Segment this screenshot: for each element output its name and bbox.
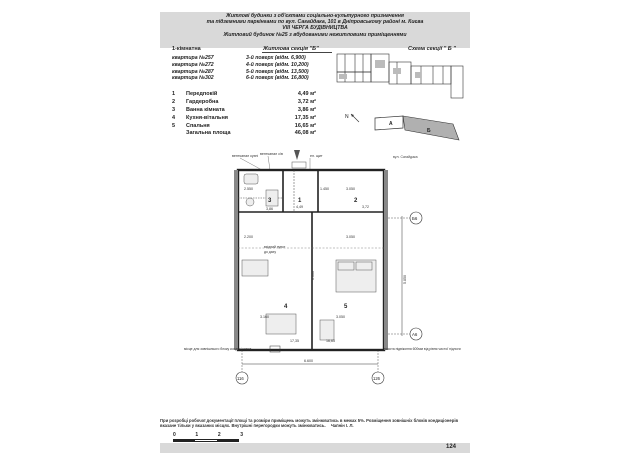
axis-116 [236, 350, 248, 384]
scheme-label-b: Б [427, 128, 431, 134]
dim-kitchen-top: 2.200 [244, 235, 253, 239]
room-number: 5 [172, 122, 176, 129]
dim-kitchen-bottom: 3.160 [260, 315, 269, 319]
apartment-floor: 4-й поверх (відм. 10,200) [246, 61, 309, 68]
room-name: Кухня-вітальня [186, 114, 228, 121]
area-label-2: 3,72 [362, 205, 369, 209]
electric-panel-label: ел. щит [310, 154, 323, 158]
scheme-label-a: А [389, 121, 393, 127]
dim-bedroom-bottom: 3.050 [336, 315, 345, 319]
axis-126 [372, 350, 384, 384]
room-list [172, 91, 316, 138]
apartment-row [172, 75, 309, 82]
room-row [172, 107, 316, 115]
svg-text:116: 116 [237, 376, 244, 381]
scale-bar [173, 432, 243, 442]
header-line-4: Житловий будинок №25 з вбудованими нежитловими приміщеннями [223, 31, 407, 38]
room-number-3: 3 [268, 198, 272, 204]
note-window: висота підвіконня 600мм від рівня чистої підлоги [384, 347, 461, 351]
total-label: Загальна площа [186, 130, 231, 137]
footer-signature: Чапнін І. Л. [330, 423, 354, 429]
right-wall [384, 170, 388, 350]
room-area: 4,49 м² [297, 91, 316, 97]
apartment-name: квартира №302 [172, 75, 214, 82]
apartment-floor: 6-й поверх (відм. 16,800) [246, 75, 309, 82]
scheme-note: вул. Сагайдака [393, 155, 418, 159]
entrance-arrow-icon [292, 150, 306, 168]
room-number-1: 1 [298, 198, 302, 204]
area-label-4: 17,35 [290, 339, 299, 343]
room-number: 2 [172, 98, 176, 105]
footer-note-text: При розробці робочої документації площі та розміри приміщень можуть змінюватись в межах 5%. Розміщення зовнішніх блоків кондиціонерів вказане тільки у вказаних місцях. Внутрішні перегородки можуть змінюватись. [160, 418, 459, 429]
note-ac: місце для зовнішнього блоку кондиціонера [184, 347, 252, 351]
room-number: 1 [172, 91, 176, 97]
section-scheme [335, 52, 470, 159]
room-area: 16,65 м² [294, 122, 316, 129]
apartment-row [172, 55, 309, 62]
apartment-floor: 3-й поверх (відм. 6,900) [246, 55, 306, 61]
footer-note [160, 418, 460, 428]
dim-bedroom-top: 3.050 [346, 235, 355, 239]
scale-label: 3 [240, 432, 243, 438]
svg-text:Б6: Б6 [412, 216, 418, 221]
svg-text:N: N [345, 114, 349, 120]
scale-label: 2 [217, 432, 221, 438]
room-number-5: 5 [344, 304, 348, 310]
room-name: Гардеробна [186, 98, 219, 105]
header-line-2: та підземними паркінгами по вул. Сагайдака, 101 в Дніпровському районі м. Києва [206, 19, 424, 26]
apartment-name: квартира №287 [172, 68, 214, 75]
left-wall [234, 170, 238, 350]
total-row [172, 130, 316, 138]
area-label-1: 4,49 [296, 205, 303, 209]
dim-vertical-inner: 6.000 [311, 271, 315, 280]
dim-total-width: 6.600 [304, 359, 313, 363]
room-row [172, 115, 316, 123]
scheme-title: Схема секції " Б " [408, 46, 456, 52]
vent-bath-label: вентканал с/в [260, 152, 283, 156]
room-number: 4 [172, 114, 176, 121]
apartment-type: 1-кімнатна [172, 46, 201, 52]
area-label-5: 16,65 [326, 339, 335, 343]
dim-bath-width: 2.550 [244, 187, 253, 191]
apartment-row [172, 62, 309, 69]
dim-vertical-outer: 5.850 [403, 275, 407, 284]
area-label-3: 3,86 [266, 207, 273, 211]
hint-hatch: вхідний пункт [264, 245, 286, 249]
section-title: Житлова секція "Б" [263, 46, 319, 52]
room-name: Ванна кімната [186, 106, 225, 113]
room-row [172, 99, 316, 107]
apartment-name: квартира №257 [172, 55, 214, 61]
room-row [172, 91, 316, 99]
apartment-list [172, 55, 309, 82]
dim-wardrobe-width: 3.050 [346, 187, 355, 191]
north-arrow-icon [345, 114, 359, 122]
vent-kitchen-label: вентканал кухні [232, 154, 259, 158]
floor-plan [170, 150, 461, 395]
header-line-3: VIII ЧЕРГА БУДІВНИЦТВА [282, 25, 348, 32]
scale-label: 0 [173, 432, 176, 438]
axis-b6 [388, 212, 422, 224]
footer-bar [160, 443, 470, 453]
room-number: 3 [172, 106, 176, 113]
svg-text:А6: А6 [412, 332, 418, 337]
room-number-4: 4 [284, 304, 288, 310]
document-header [160, 12, 470, 48]
total-area: 46,08 м² [294, 130, 316, 137]
room-area: 3,72 м² [297, 98, 316, 105]
room-number-2: 2 [354, 198, 358, 204]
room-name: Передпокій [186, 91, 218, 97]
apartment-floor: 5-й поверх (відм. 13,500) [246, 68, 309, 75]
axis-a6 [388, 328, 422, 340]
dim-hall-width: 1.450 [320, 187, 329, 191]
room-area: 17,35 м² [294, 114, 316, 121]
section-underline [262, 52, 332, 53]
page-number: 124 [446, 444, 457, 450]
hint-roof: до даху [264, 250, 277, 254]
room-area: 3,86 м² [297, 106, 316, 113]
svg-text:126: 126 [373, 376, 380, 381]
header-line-1: Житлові будинки з об'єктами соціально-культурного призначення [226, 13, 404, 19]
scale-label: 1 [195, 432, 199, 438]
room-name: Спальня [186, 122, 210, 129]
apartment-name: квартира №272 [172, 61, 214, 68]
